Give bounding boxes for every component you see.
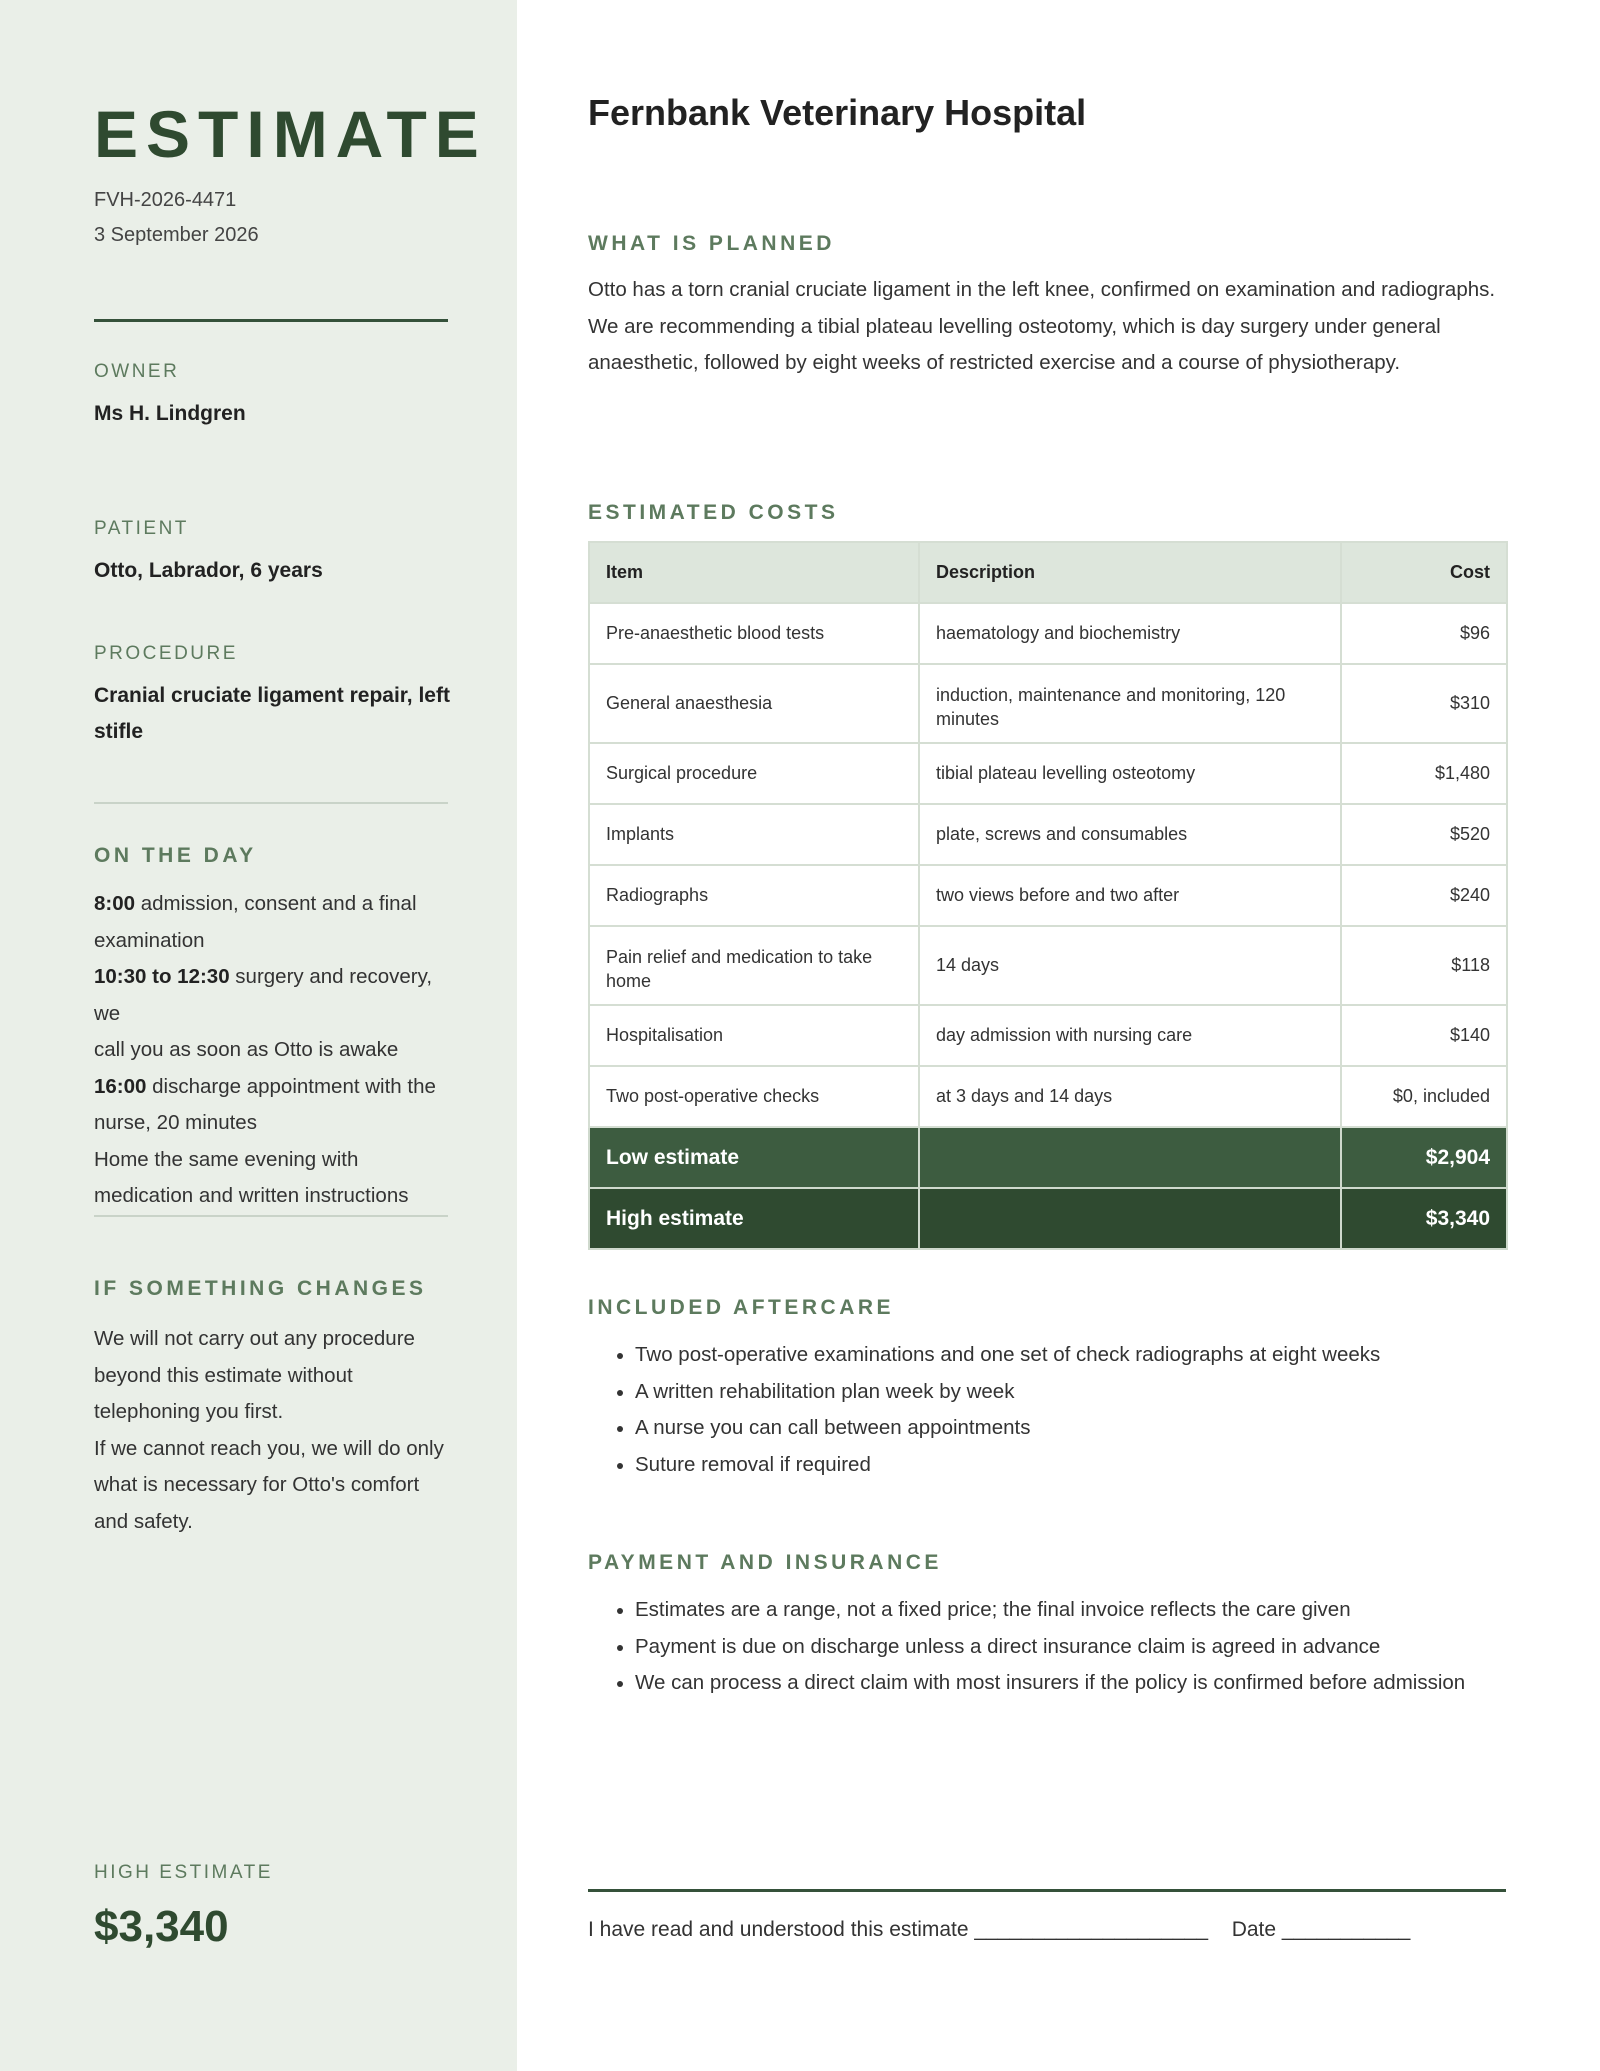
schedule-line: 10:30 to 12:30 surgery and recovery, we (94, 965, 433, 1025)
schedule-line: Home the same evening with (94, 1147, 359, 1171)
owner-label: OWNER (94, 361, 180, 382)
sidebar-divider (94, 319, 448, 322)
column-header-item: Item (589, 542, 919, 603)
column-header-cost: Cost (1341, 542, 1507, 603)
schedule-line: call you as soon as Otto is awake (94, 1038, 399, 1061)
list-item: Two post-operative examinations and one set of check radiographs at eight weeks (635, 1337, 1535, 1374)
aftercare-list (588, 1337, 1535, 1483)
estimate-reference: FVH-2026-4471 (94, 189, 237, 211)
high-estimate-row-label: High estimate (589, 1188, 919, 1249)
schedule-line: medication and written instructions (94, 1184, 409, 1207)
planned-heading: WHAT IS PLANNED (588, 232, 835, 255)
schedule-line: nurse, 20 minutes (94, 1111, 257, 1134)
high-estimate-row (589, 1188, 1507, 1249)
schedule-line: examination (94, 928, 205, 952)
table-header-row (589, 542, 1507, 603)
aftercare-heading: INCLUDED AFTERCARE (588, 1296, 895, 1319)
date-text: Date ___________ (1231, 1918, 1411, 1941)
high-estimate-value: $3,340 (94, 1902, 229, 1951)
list-item: A nurse you can call between appointments (635, 1410, 1535, 1447)
list-item: A written rehabilitation plan week by week (635, 1374, 1535, 1411)
changes-label: IF SOMETHING CHANGES (94, 1277, 427, 1300)
column-header-description: Description (919, 542, 1341, 603)
owner-value: Ms H. Lindgren (94, 402, 246, 425)
payment-heading: PAYMENT AND INSURANCE (588, 1551, 942, 1574)
table-row: Hospitalisation day admission with nursing care $140 (589, 1005, 1507, 1066)
sidebar-divider (94, 1215, 448, 1217)
low-estimate-row (589, 1127, 1507, 1188)
list-item: We can process a direct claim with most insurers if the policy is confirmed before admission (635, 1665, 1535, 1702)
on-the-day-label: ON THE DAY (94, 844, 257, 867)
list-item: Payment is due on discharge unless a direct insurance claim is agreed in advance (635, 1629, 1535, 1666)
signature-line (588, 1918, 1410, 1942)
patient-label: PATIENT (94, 518, 189, 539)
signature-text: I have read and understood this estimate ____________________ (588, 1918, 1208, 1941)
estimate-date: 3 September 2026 (94, 224, 259, 246)
document-title: ESTIMATE (94, 97, 487, 171)
list-item: Estimates are a range, not a fixed price; the final invoice reflects the care given (635, 1592, 1535, 1629)
table-row: Surgical procedure tibial plateau levelling osteotomy $1,480 (589, 743, 1507, 804)
high-estimate-label: HIGH ESTIMATE (94, 1862, 273, 1883)
low-estimate-label: Low estimate (589, 1127, 919, 1188)
list-item: Suture removal if required (635, 1447, 1535, 1484)
low-estimate-value: $2,904 (1341, 1127, 1507, 1188)
high-estimate-row-value: $3,340 (1341, 1188, 1507, 1249)
table-row: Implants plate, screws and consumables $520 (589, 804, 1507, 865)
planned-text: Otto has a torn cranial cruciate ligament in the left knee, confirmed on examination and radiographs. We are recommending a tibial plateau levelling osteotomy, which is day surgery under general anaesthetic, followed by eight weeks of restricted exercise and a course of physiotherapy. (588, 278, 1496, 374)
table-row: Two post-operative checks at 3 days and 14 days $0, included (589, 1066, 1507, 1127)
payment-list (588, 1592, 1535, 1702)
schedule-line: 8:00 admission, consent and a final (94, 892, 417, 915)
cost-table (588, 541, 1508, 1250)
signature-divider (588, 1889, 1506, 1892)
patient-value: Otto, Labrador, 6 years (94, 559, 323, 582)
table-row: Pre-anaesthetic blood tests haematology and biochemistry $96 (589, 603, 1507, 664)
table-row: General anaesthesia induction, maintenance and monitoring, 120 minutes $310 (589, 664, 1507, 743)
procedure-value: Cranial cruciate ligament repair, left stifle (94, 684, 450, 743)
costs-heading: ESTIMATED COSTS (588, 501, 839, 524)
day-schedule (94, 886, 454, 1215)
procedure-label: PROCEDURE (94, 643, 238, 664)
table-row: Radiographs two views before and two after $240 (589, 865, 1507, 926)
clinic-name: Fernbank Veterinary Hospital (588, 92, 1087, 133)
table-row: Pain relief and medication to take home 14 days $118 (589, 926, 1507, 1005)
sidebar-divider (94, 802, 448, 804)
changes-text: We will not carry out any procedure beyond this estimate without telephoning you first. If we cannot reach you, we will do only what is necessary for Otto's comfort and safety. (94, 1327, 444, 1533)
schedule-line: 16:00 discharge appointment with the (94, 1074, 436, 1098)
